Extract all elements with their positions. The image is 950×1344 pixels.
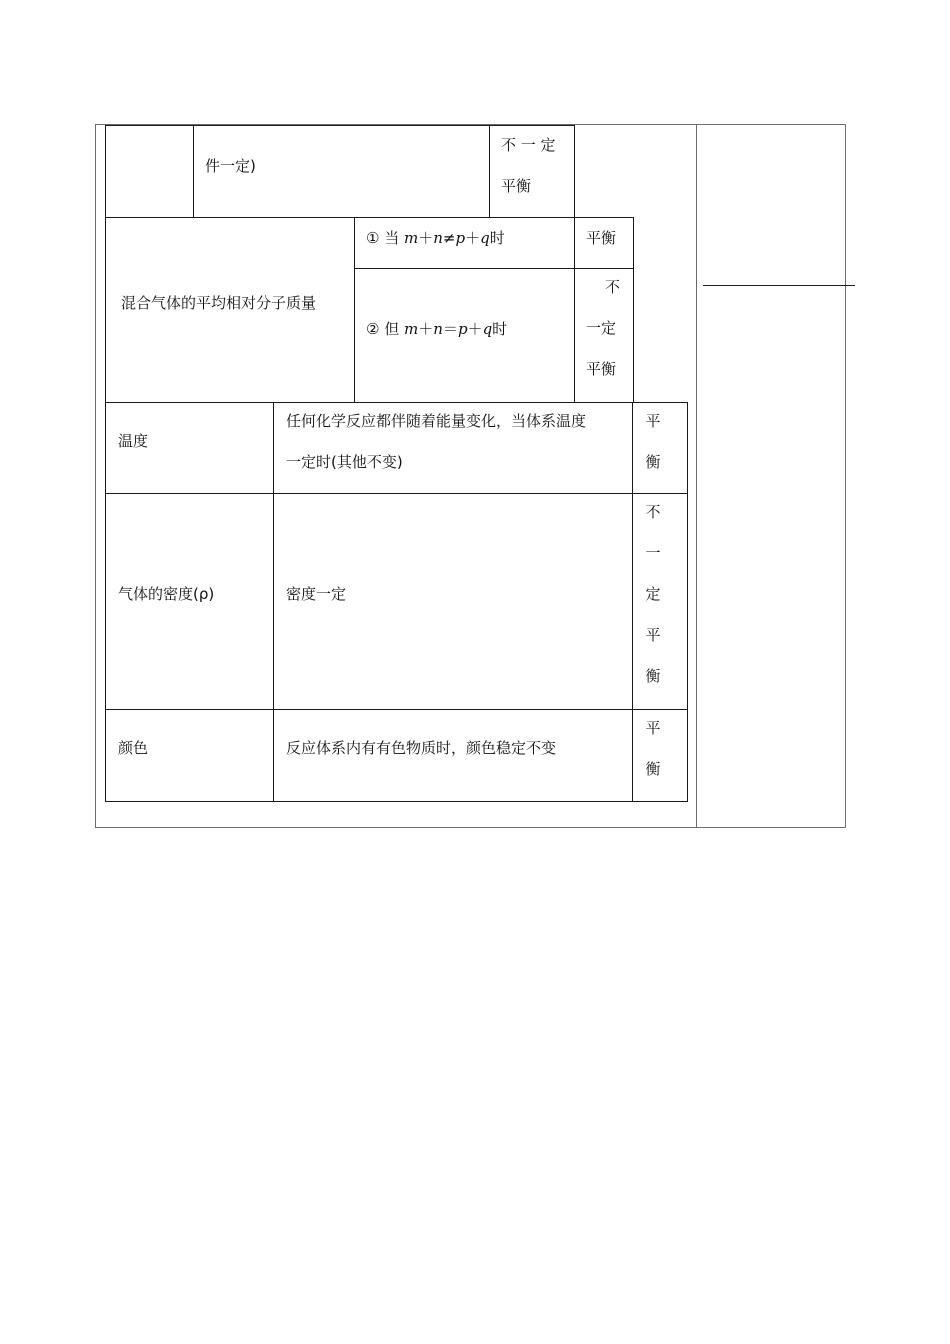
case1-relation: ≠ bbox=[442, 229, 456, 247]
case2-var-m: m bbox=[404, 320, 419, 338]
density-result: 不一定平衡 bbox=[645, 503, 661, 685]
molar-mass-case2-result-cell bbox=[574, 268, 634, 403]
case2-var-p: p bbox=[457, 320, 468, 338]
temperature-label: 温度 bbox=[118, 432, 149, 450]
density-condition: 密度一定 bbox=[286, 585, 347, 603]
molar-mass-label-cell bbox=[105, 217, 355, 403]
temperature-condition-line1: 任何化学反应都伴随着能量变化，当体系温度 bbox=[286, 412, 587, 430]
case2-suffix: 时 bbox=[492, 320, 508, 338]
case1-plus-1: ＋ bbox=[418, 229, 434, 247]
case2-var-n: n bbox=[433, 320, 443, 338]
color-result-cell bbox=[632, 709, 688, 802]
case1-var-q: q bbox=[480, 229, 490, 247]
temperature-label-cell bbox=[105, 402, 275, 495]
color-condition: 反应体系内有有色物质时，颜色稳定不变 bbox=[286, 739, 557, 757]
color-result: 平衡 bbox=[645, 719, 661, 778]
molar-mass-case2-result-line3: 平衡 bbox=[586, 360, 617, 378]
case2-plus-2: ＋ bbox=[467, 320, 483, 338]
density-label-cell bbox=[105, 493, 275, 711]
molar-mass-case1-cell bbox=[354, 217, 575, 269]
case1-var-p: p bbox=[455, 229, 466, 247]
molar-mass-case1-text bbox=[366, 218, 505, 259]
color-label-cell bbox=[105, 709, 275, 802]
molar-mass-label: 混合气体的平均相对分子质量 bbox=[121, 294, 317, 312]
molar-mass-case2-cell bbox=[354, 268, 575, 403]
case2-plus-1: ＋ bbox=[418, 320, 434, 338]
molar-mass-case1-result: 平衡 bbox=[586, 229, 617, 247]
temperature-result: 平衡 bbox=[645, 412, 661, 471]
density-condition-cell bbox=[273, 493, 634, 711]
density-label: 气体的密度(ρ) bbox=[118, 585, 215, 603]
top-row-label-cell bbox=[105, 125, 194, 218]
temperature-result-cell bbox=[632, 402, 688, 495]
case2-prefix: ② 但 bbox=[366, 320, 400, 338]
case2-var-q: q bbox=[482, 320, 493, 338]
side-column-rule bbox=[703, 285, 855, 286]
color-label: 颜色 bbox=[118, 739, 149, 757]
top-row-result-line1: 不 一 定 bbox=[501, 136, 556, 154]
temperature-condition-line2: 一定时(其他不变) bbox=[286, 453, 403, 471]
top-row-condition-cell bbox=[193, 125, 490, 218]
color-condition-cell bbox=[273, 709, 634, 802]
case1-prefix: ① 当 bbox=[366, 229, 400, 247]
molar-mass-case2-result-line1: 不 bbox=[605, 278, 621, 296]
case1-suffix: 时 bbox=[489, 229, 505, 247]
top-row-result-cell bbox=[489, 125, 575, 218]
temperature-condition-cell bbox=[273, 402, 634, 495]
case1-var-n: n bbox=[433, 229, 443, 247]
top-row-condition-text: 件一定) bbox=[205, 157, 256, 175]
molar-mass-case1-result-cell bbox=[574, 217, 634, 269]
case1-plus-2: ＋ bbox=[465, 229, 481, 247]
molar-mass-case2-text bbox=[366, 309, 507, 350]
top-row-result-line2: 平衡 bbox=[501, 177, 532, 195]
density-result-cell bbox=[632, 493, 688, 711]
molar-mass-case2-result-line2: 一定 bbox=[586, 319, 617, 337]
case1-var-m: m bbox=[404, 229, 419, 247]
case2-relation: ＝ bbox=[442, 320, 458, 338]
outer-frame-right bbox=[696, 124, 846, 828]
